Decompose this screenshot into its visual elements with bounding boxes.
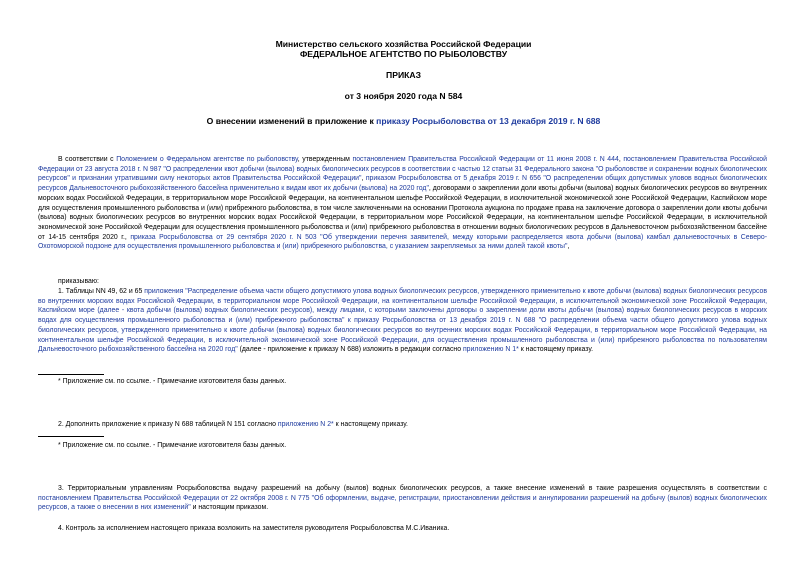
footnote-divider bbox=[38, 374, 104, 375]
subject-link[interactable]: приказу Росрыболовства от 13 декабря 2019 г. N 688 bbox=[376, 116, 601, 126]
item-1-text: к настоящему приказу. bbox=[518, 346, 594, 354]
agency-name: ФЕДЕРАЛЬНОЕ АГЕНТСТВО ПО РЫБОЛОВСТВУ bbox=[299, 49, 508, 59]
preamble-text: , bbox=[361, 175, 366, 183]
footnote-2: * Приложение см. по ссылке. - Примечание изготовителя базы данных. bbox=[58, 442, 287, 449]
item-1-text: (далее - приложение к приказу N 688) изложить в редакции согласно bbox=[237, 346, 463, 354]
item-3-text: и настоящим приказом. bbox=[190, 504, 269, 512]
item-1-link-appendix[interactable]: приложения "Распределение объема части общего допустимого улова водных биологических ресурсов, утвержденного применительно к квоте добычи (вылова) водных биологических ресурсов во внутренних морских водах Российской Федерации, в территориальном море Российской Федерации, на континентальном шельфе Российской Федерации, в исключительной экономической зоне Российской Федерации, Каспийском море (далее - квота добычи (вылова) водных биологических ресурсов), между лицами, с которыми заключены договоры о закреплении доли квоты добычи (вылова) водных биологических ресурсов в морских водах для осуществления промышленного рыболовства и (или) прибрежного рыболовства" к приказу Росрыболовства от 13 декабря 2019 г. N 688 "О распределении объема части общего допустимого улова водных биологических ресурсов, утвержденного применительно к квоте добычи (вылова) водных биологических ресурсов во внутренних морских водах Российской Федерации, в территориальном море Российской Федерации, на континентальном шельфе Российской Федерации, в исключительной экономической зоне Российской Федерации, для осуществления промышленного рыболовства и (или) прибрежного рыболовства по пользователям Дальневосточного рыбохозяйственного бассейна на 2020 год" bbox=[38, 288, 768, 354]
item-2-paragraph bbox=[38, 420, 767, 430]
order-word: приказываю: bbox=[58, 278, 99, 285]
preamble-text: , договорами о закреплении доли квоты добычи (вылова) водных биологических ресурсов во внутренних морских водах Российской Федерации, в территориальном море Российской Федерации, на континентальном шельфе Российской Федерации, в исключительной экономической зоне Российской Федерации, Каспийском море для осуществления промышленного рыболовства и (или) прибрежного рыболовства, в том числе заключенными на основании Протокола аукциона по продаже права на заключение договора о закреплении доли квоты добычи (вылова) водных биологических ресурсов во внутренних морских водах Российской Федерации, в территориальном море Российской Федерации, на континентальном шельфе Российской Федерации, в исключительной экономической зоне Российской Федерации для осуществления промышленного рыболовства и (или) прибрежного рыболовства в отношении водных биологических ресурсов в Дальневосточном рыбохозяйственном бассейне от 14-15 сентября 2020 г., bbox=[38, 185, 767, 241]
preamble-link-resolution-987[interactable]: постановлением Правительства Российской Федерации от 23 августа 2018 г. N 987 "О распределении квот добычи (вылова) водных биологических ресурсов в соответствии с частью 12 статьи 31 Федерального закона "О рыболовстве и сохранении водных биологических ресурсов" и признании утратившими силу некоторых актов Правительства Российской Федерации" bbox=[38, 156, 767, 183]
doc-type: ПРИКАЗ bbox=[386, 70, 421, 80]
subject-text: О внесении изменений в приложение к bbox=[206, 116, 377, 126]
doc-subject bbox=[0, 116, 807, 126]
item-4-paragraph: 4. Контроль за исполнением настоящего приказа возложить на заместителя руководителя Росрыболовства М.С.Иваника. bbox=[58, 525, 450, 532]
preamble-link-order-656[interactable]: приказом Росрыболовства от 5 декабря 2019 г. N 656 "О распределении общих допустимых уловов водных биологических ресурсов Дальневосточного рыбохозяйственного бассейна применительно к видам квот их добычи (вылова) на 2020 год" bbox=[38, 175, 767, 193]
preamble-paragraph bbox=[38, 155, 767, 252]
item-3-text: 3. Территориальным управлениям Росрыболовства выдачу разрешений на добычу (вылов) водных биологических ресурсов, а также внесение изменений в такие разрешения осуществлять в соответствии с bbox=[58, 485, 767, 492]
preamble-text: , bbox=[567, 243, 570, 251]
item-2-text: 2. Дополнить приложение к приказу N 688 таблицей N 151 согласно bbox=[58, 421, 278, 428]
item-3-link-resolution-775[interactable]: постановлением Правительства Российской Федерации от 22 октября 2008 г. N 775 "Об оформлении, выдаче, регистрации, приостановлении действия и аннулировании разрешений на добычу (вылов) водных биологических ресурсов, а также о внесении в них изменений" bbox=[38, 494, 767, 512]
item-1-text: 1. Таблицы NN 49, 62 и 65 bbox=[58, 288, 145, 295]
ministry-name: Министерство сельского хозяйства Российской Федерации bbox=[275, 39, 532, 49]
preamble-text: , bbox=[618, 156, 624, 163]
footnote-1: * Приложение см. по ссылке. - Примечание изготовителя базы данных. bbox=[58, 378, 287, 385]
footnote-divider bbox=[38, 436, 104, 437]
item-3-paragraph bbox=[38, 484, 767, 513]
preamble-link-order-503[interactable]: приказа Росрыболовства от 29 сентября 2020 г. N 503 "Об утверждении перечня заявителей, между которыми распределяется квота добычи (вылова) камбал дальневосточных в Северо-Охотоморской подзоне для осуществления промышленного рыболовства и (или) прибрежного рыболовства, с указанием закрепляемых за ними долей такой квоты" bbox=[38, 233, 767, 251]
preamble-text: В соответствии с bbox=[58, 156, 117, 163]
item-2-text: к настоящему приказу. bbox=[333, 421, 408, 428]
doc-date-number: от 3 ноября 2020 года N 584 bbox=[344, 91, 463, 101]
preamble-link-resolution-444[interactable]: постановлением Правительства Российской Федерации от 11 июня 2008 г. N 444 bbox=[352, 156, 619, 163]
item-1-link-appendix-1[interactable]: приложению N 1* bbox=[462, 346, 519, 354]
preamble-link-regulation[interactable]: Положением о Федеральном агентстве по рыболовству bbox=[116, 156, 298, 163]
item-1-paragraph bbox=[38, 287, 767, 355]
preamble-text: , утвержденным bbox=[297, 156, 353, 163]
item-2-link-appendix-2[interactable]: приложению N 2* bbox=[277, 421, 334, 428]
